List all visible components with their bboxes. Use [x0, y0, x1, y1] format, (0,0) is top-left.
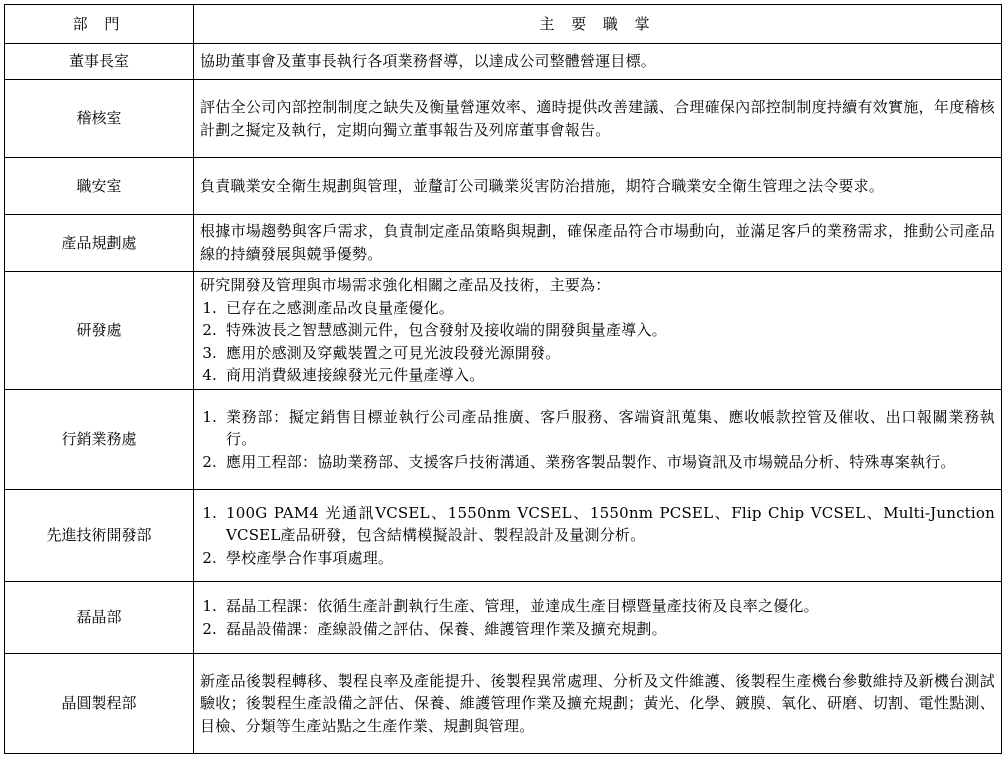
- table-header-row: [5, 5, 1002, 44]
- table-row: [5, 215, 1002, 272]
- table-row: [5, 272, 1002, 390]
- list-item: 2. 磊晶設備課：產線設備之評估、保養、維護管理作業及擴充規劃。: [222, 618, 995, 641]
- dept-name: 產品規劃處: [5, 215, 194, 272]
- list-item: 1. 業務部：擬定銷售目標並執行公司產品推廣、客戶服務、客端資訊蒐集、應收帳款控管及催收、出口報關業務執行。: [222, 406, 995, 451]
- header-department: 部 門: [5, 5, 194, 44]
- table-row: [5, 654, 1002, 754]
- dept-duty: 協助董事會及董事長執行各項業務督導，以達成公司整體營運目標。: [194, 44, 1002, 80]
- dept-duty: 評估全公司內部控制制度之缺失及衡量營運效率、適時提供改善建議、合理確保內部控制制度持續有效實施，年度稽核計劃之擬定及執行，定期向獨立董事報告及列席董事會報告。: [194, 80, 1002, 158]
- dept-duty: [194, 390, 1002, 490]
- table-row: [5, 158, 1002, 215]
- dept-name: 晶圓製程部: [5, 654, 194, 754]
- header-main-duties: 主 要 職 掌: [194, 5, 1002, 44]
- table-row: [5, 44, 1002, 80]
- list-item: 3. 應用於感測及穿戴裝置之可見光波段發光源開發。: [222, 342, 995, 365]
- list-item: 2. 學校產學合作事項處理。: [222, 547, 995, 570]
- dept-name: 董事長室: [5, 44, 194, 80]
- duty-list: [200, 297, 995, 387]
- department-duties-table: [4, 4, 1002, 754]
- list-item: 1. 已存在之感測產品改良量產優化。: [222, 297, 995, 320]
- dept-duty: [194, 490, 1002, 582]
- dept-name: 稽核室: [5, 80, 194, 158]
- dept-name: 研發處: [5, 272, 194, 390]
- table-row: [5, 80, 1002, 158]
- list-item: 1. 100G PAM4 光通訊VCSEL、1550nm VCSEL、1550nm PCSEL、Flip Chip VCSEL、Multi-Junction VCSEL產品研發，包含結構模擬設計、製程設計及量測分析。: [222, 502, 995, 547]
- dept-duty: 根據市場趨勢與客戶需求，負責制定產品策略與規劃，確保產品符合市場動向，並滿足客戶的業務需求，推動公司產品線的持續發展與競爭優勢。: [194, 215, 1002, 272]
- list-item: 2. 應用工程部：協助業務部、支援客戶技術溝通、業務客製品製作、市場資訊及市場競品分析、特殊專案執行。: [222, 451, 995, 474]
- duty-intro: 研究開發及管理與市場需求強化相關之產品及技術，主要為：: [200, 276, 611, 295]
- dept-duty: [194, 272, 1002, 390]
- list-item: 4. 商用消費級連接線發光元件量產導入。: [222, 364, 995, 387]
- dept-duty: 負責職業安全衛生規劃與管理，並釐訂公司職業災害防治措施，期符合職業安全衛生管理之法令要求。: [194, 158, 1002, 215]
- duty-list: [200, 502, 995, 570]
- org-duties-document: [4, 4, 1001, 754]
- table-row: [5, 390, 1002, 490]
- table-row: [5, 490, 1002, 582]
- dept-name: 行銷業務處: [5, 390, 194, 490]
- list-item: 2. 特殊波長之智慧感測元件，包含發射及接收端的開發與量產導入。: [222, 319, 995, 342]
- duty-list: [200, 595, 995, 640]
- list-item: 1. 磊晶工程課：依循生產計劃執行生產、管理，並達成生產目標暨量產技術及良率之優化。: [222, 595, 995, 618]
- dept-name: 先進技術開發部: [5, 490, 194, 582]
- dept-name: 磊晶部: [5, 582, 194, 654]
- table-row: [5, 582, 1002, 654]
- dept-duty: 新產品後製程轉移、製程良率及產能提升、後製程異常處理、分析及文件維護、後製程生產機台參數維持及新機台測試驗收；後製程生產設備之評估、保養、維護管理作業及擴充規劃；黃光、化學、鍍膜、氧化、研磨、切割、電性點測、目檢、分類等生產站點之生產作業、規劃與管理。: [194, 654, 1002, 754]
- dept-name: 職安室: [5, 158, 194, 215]
- duty-list: [200, 406, 995, 474]
- dept-duty: [194, 582, 1002, 654]
